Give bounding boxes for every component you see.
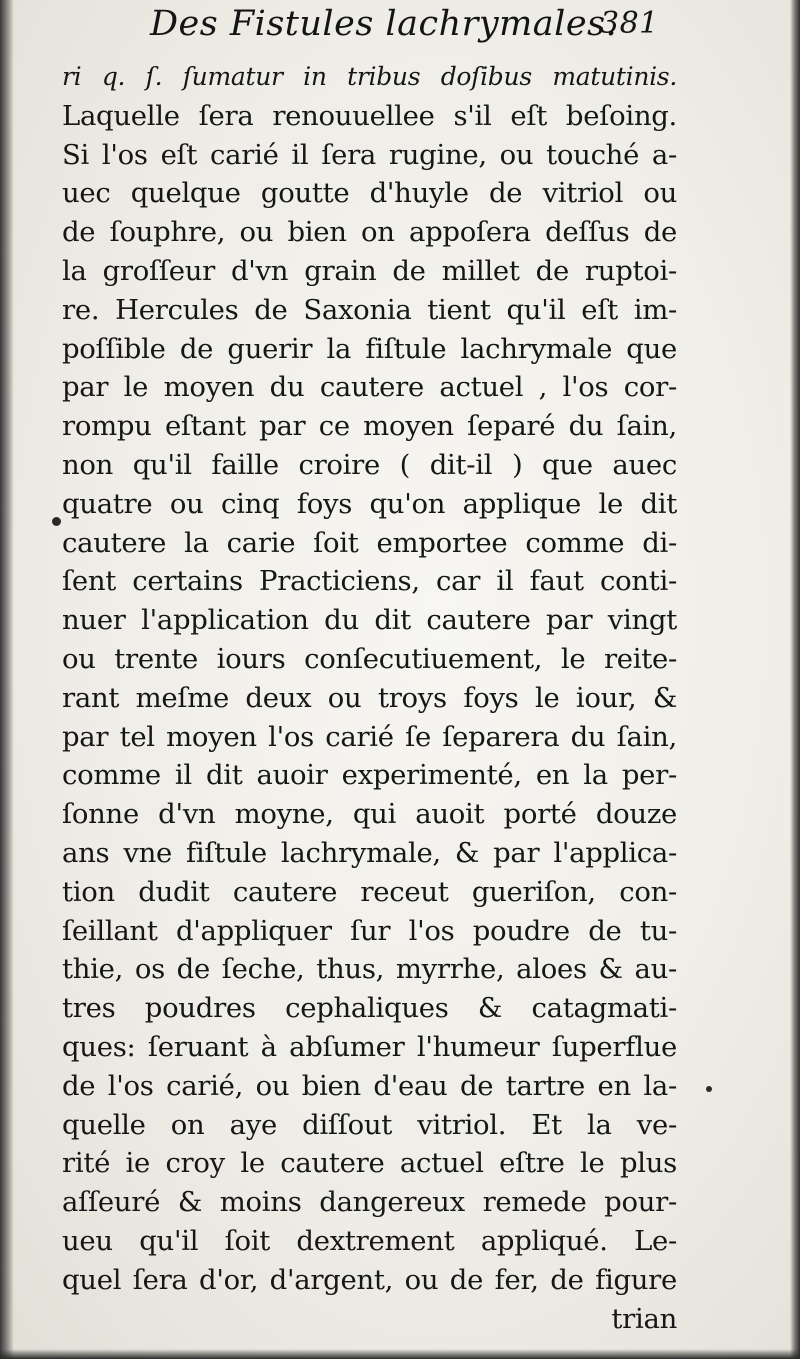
text-line: rompu eſtant par ce moyen ſeparé du ſain, (62, 410, 677, 443)
ink-speck (52, 517, 61, 526)
text-line: uec quelque goutte d'huyle de vitriol ou (62, 177, 677, 210)
text-line: ans vne fiſtule lachrymale, & par l'applica- (62, 836, 677, 869)
text-line: rité ie croy le cautere actuel eſtre le plus (62, 1147, 677, 1180)
running-head (150, 4, 800, 52)
text-line: poſſible de guerir la fiſtule lachrymale que (62, 332, 677, 365)
text-line: quelle on aye diſſout vitriol. Et la ve- (62, 1108, 677, 1141)
text-line: quatre ou cinq foys qu'on applique le dit (62, 487, 677, 520)
text-line: ri q. ſ. ſumatur in tribus doſibus matutinis. (62, 62, 677, 91)
text-line: tres poudres cephaliques & catagmati- (62, 992, 677, 1025)
text-line: quel ſera d'or, d'argent, ou de fer, de figure (62, 1263, 677, 1296)
text-line: ſeillant d'appliquer ſur l'os poudre de tu- (62, 914, 677, 947)
text-line: non qu'il faille croire ( dit-il ) que auec (62, 448, 677, 481)
text-line: par le moyen du cautere actuel , l'os cor- (62, 371, 677, 404)
catchword: trian (611, 1302, 677, 1335)
text-line: Laquelle ſera renouuellee s'il eſt beſoing. (62, 99, 677, 132)
text-line: re. Hercules de Saxonia tient qu'il eſt im- (62, 293, 677, 326)
text-line: rant meſme deux ou troys foys le iour, & (62, 681, 677, 714)
running-title: Des Fistules lachrymales. (150, 4, 618, 44)
body-text (62, 58, 677, 1338)
text-line: ques: ſeruant à abſumer l'humeur ſuperflue (62, 1030, 677, 1063)
text-line: ſent certains Practiciens, car il faut conti- (62, 565, 677, 598)
text-line: ou trente iours conſecutiuement, le reite- (62, 642, 677, 675)
text-line: aſſeuré & moins dangereux remede pour- (62, 1186, 677, 1219)
text-line: nuer l'application du dit cautere par vingt (62, 604, 677, 637)
page-number: 381 (600, 6, 659, 41)
text-line: ſonne d'vn moyne, qui auoit porté douze (62, 798, 677, 831)
text-line: de ſouphre, ou bien on appoſera deſſus de (62, 216, 677, 249)
text-line: thie, os de ſeche, thus, myrrhe, aloes & au- (62, 953, 677, 986)
scan-edge-left (0, 0, 14, 1359)
ink-speck (706, 1086, 712, 1092)
text-line: la groſſeur d'vn grain de millet de ruptoi- (62, 254, 677, 287)
scan-edge-right (790, 0, 800, 1359)
text-line: tion dudit cautere receut gueriſon, con- (62, 875, 677, 908)
scan-edge-bottom (0, 1349, 800, 1359)
text-line: Si l'os eſt carié il ſera rugine, ou touché a- (62, 138, 677, 171)
text-line: par tel moyen l'os carié ſe ſeparera du ſain, (62, 720, 677, 753)
text-line: cautere la carie ſoit emportee comme di- (62, 526, 677, 559)
text-line: ueu qu'il ſoit dextrement appliqué. Le- (62, 1224, 677, 1257)
text-line: comme il dit auoir experimenté, en la per- (62, 759, 677, 792)
text-line: de l'os carié, ou bien d'eau de tartre en la- (62, 1069, 677, 1102)
